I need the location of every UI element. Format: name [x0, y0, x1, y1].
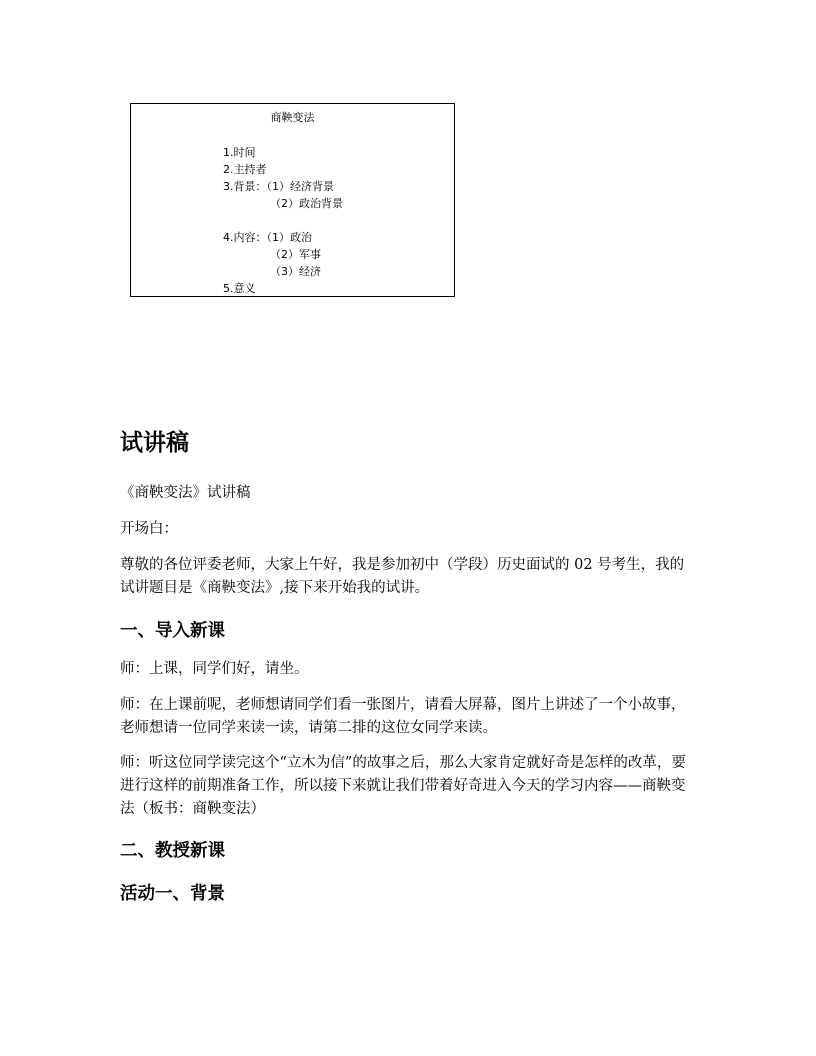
teacher-paragraph-2: 师：在上课前呢，老师想请同学们看一张图片，请看大屏幕，图片上讲述了一个小故事，老师想请一位同学来读一读，请第二排的这位女同学来读。: [120, 697, 686, 736]
board-line-content-military: （2）军事: [270, 248, 321, 261]
board-title: 商鞅变法: [270, 111, 315, 124]
board-line-host: 2.主持者: [223, 163, 267, 176]
board-line-significance: 5.意义: [223, 282, 256, 295]
document-title: 试讲稿: [120, 430, 189, 456]
board-line-background: 3.背景：（1）经济背景: [223, 180, 334, 193]
activity-heading-background: 活动一、背景: [120, 884, 225, 904]
board-line-content: 4.内容：（1）政治: [223, 231, 312, 244]
board-line-background-political: （2）政治背景: [270, 197, 343, 210]
teacher-paragraph-1: 师：上课，同学们好，请坐。: [120, 661, 309, 677]
section-heading-intro: 一、导入新课: [120, 621, 225, 641]
board-line-time: 1.时间: [223, 146, 256, 159]
opening-label: 开场白：: [120, 521, 178, 537]
blackboard-outline-box: [130, 103, 455, 297]
document-subtitle: 《商鞅变法》试讲稿: [120, 485, 251, 501]
opening-paragraph: 尊敬的各位评委老师，大家上午好，我是参加初中（学段）历史面试的 02 号考生，我的试讲题目是《商鞅变法》,接下来开始我的试讲。: [120, 557, 685, 596]
teacher-paragraph-3: 师：听这位同学读完这个“立木为信”的故事之后，那么大家肯定就好奇是怎样的改革，要进行这样的前期准备工作，所以接下来就让我们带着好奇进入今天的学习内容——商鞅变法（板书：商鞅变法）: [120, 755, 686, 817]
board-line-content-economy: （3）经济: [270, 265, 321, 278]
section-heading-teaching: 二、教授新课: [120, 841, 225, 861]
